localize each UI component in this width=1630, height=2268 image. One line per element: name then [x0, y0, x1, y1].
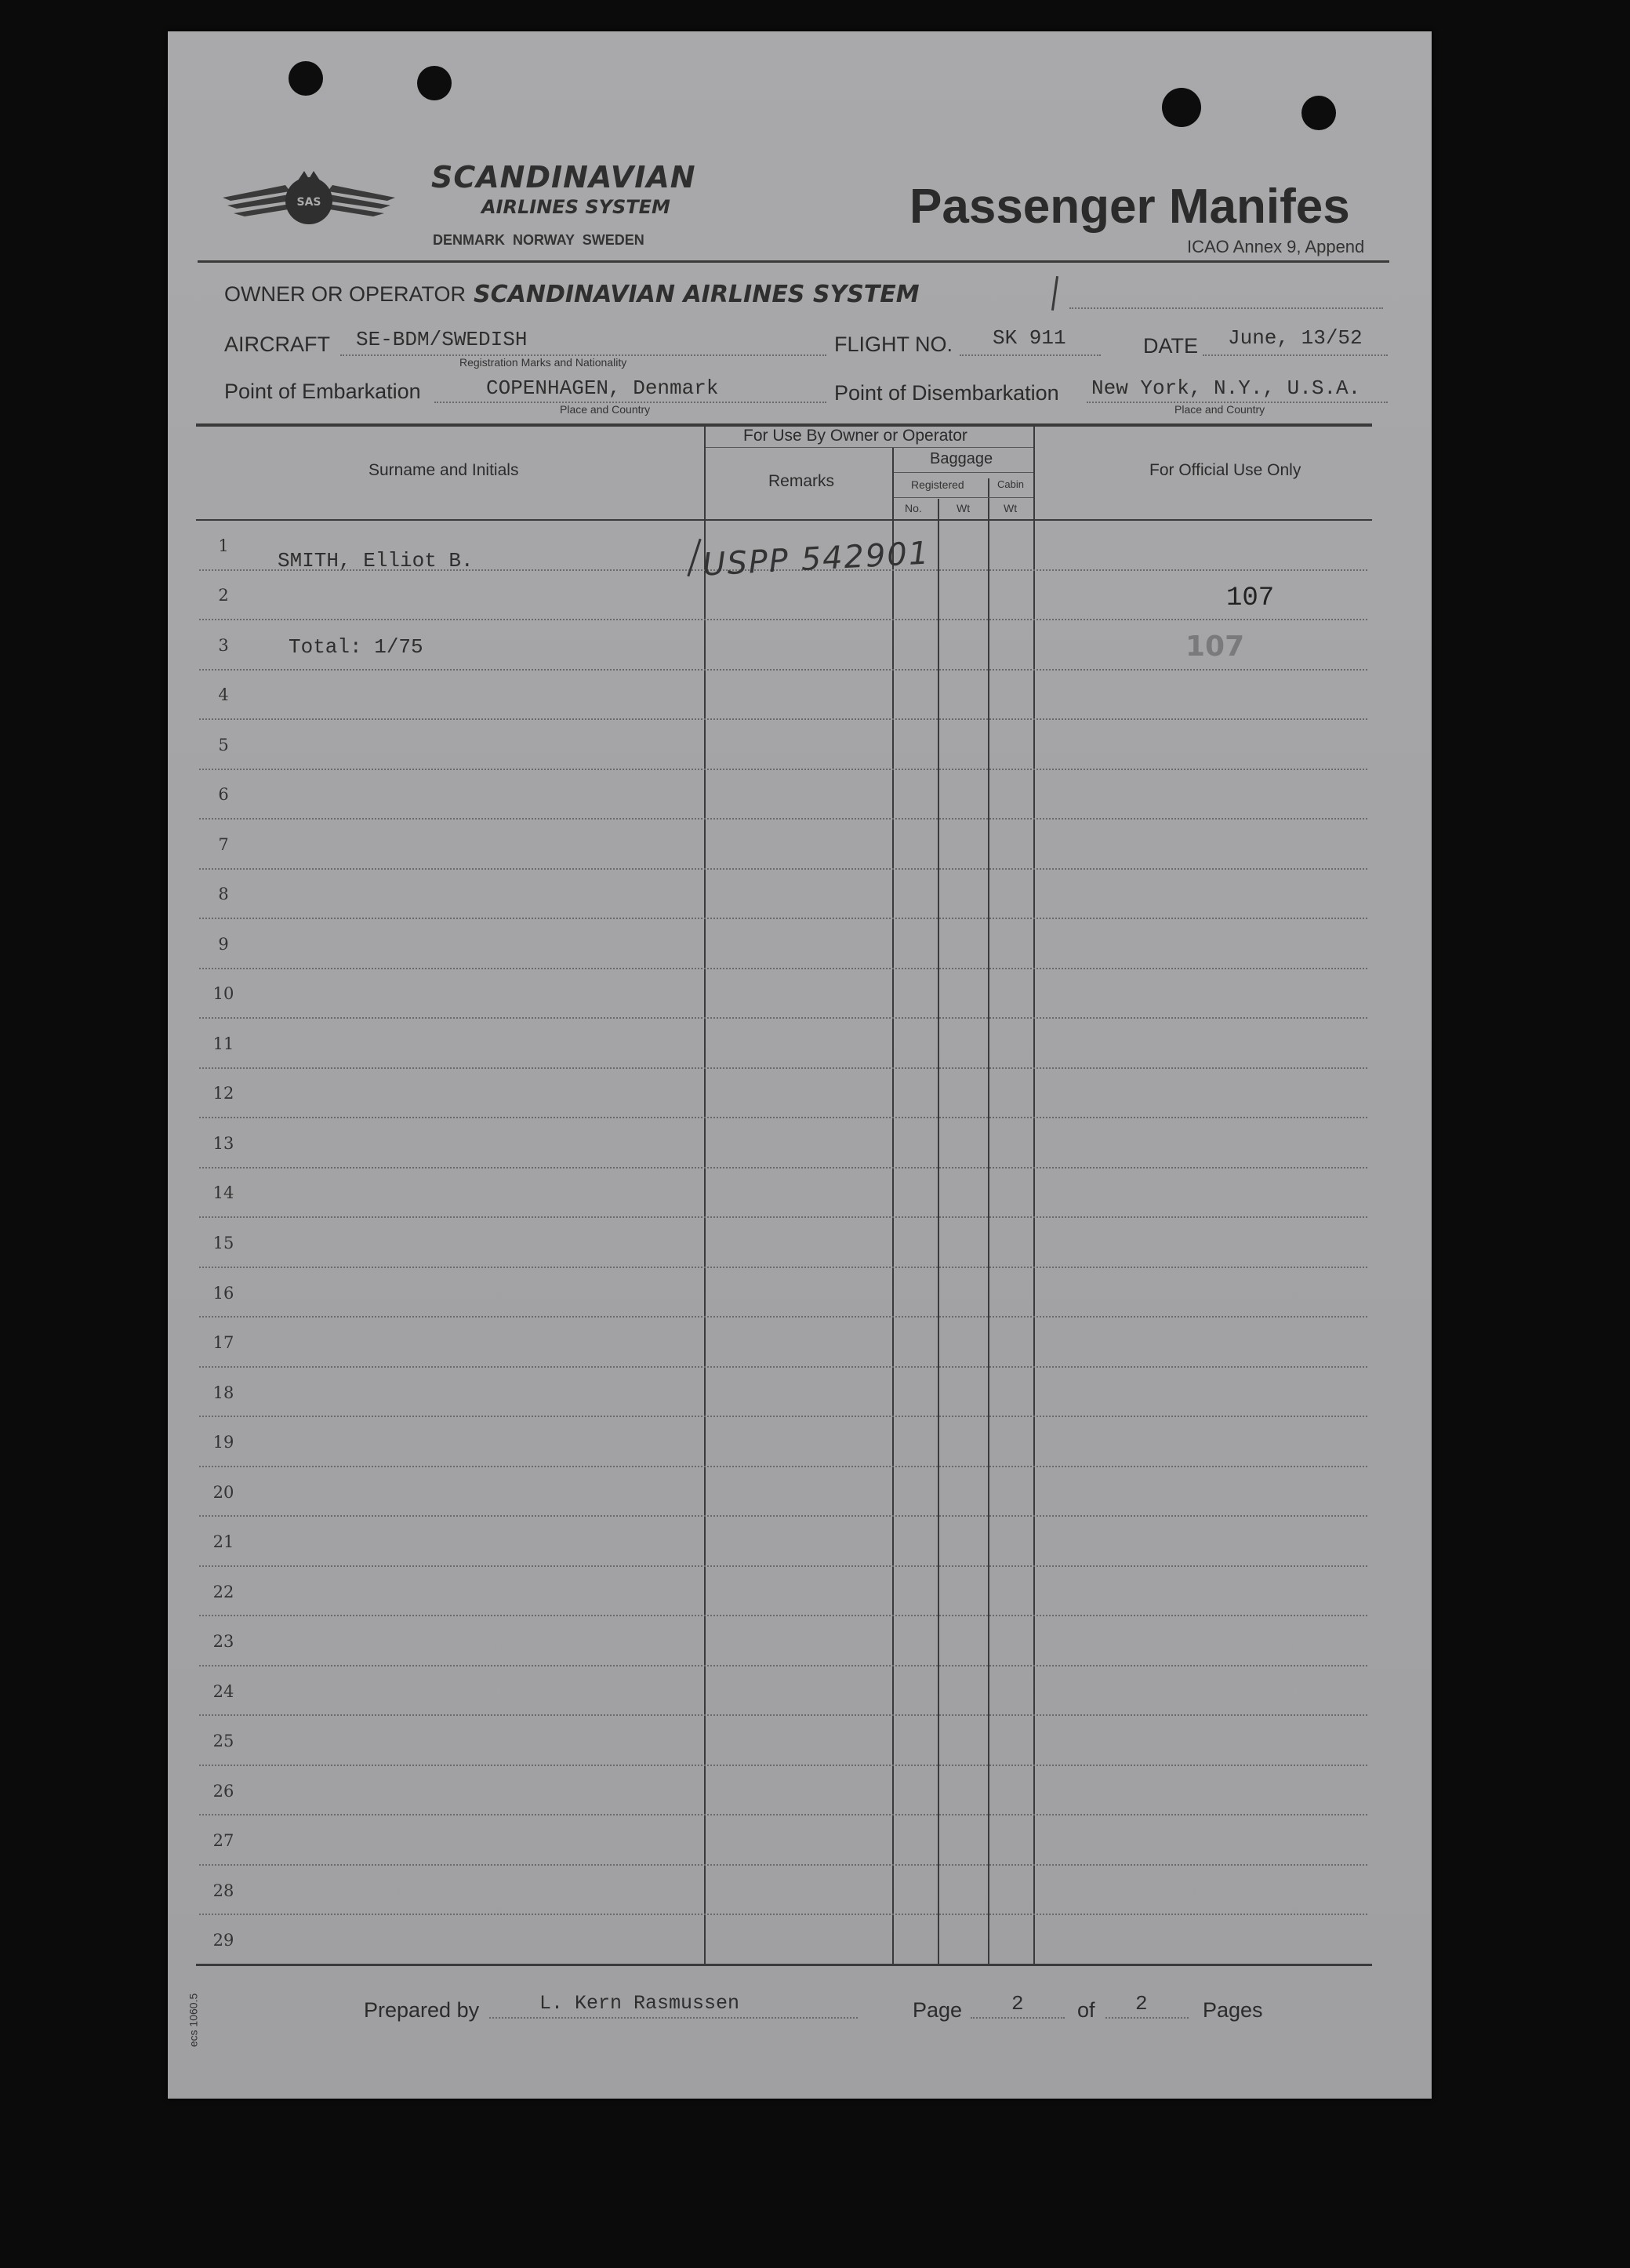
row-number: 24 [212, 1681, 234, 1701]
punch-hole [1301, 96, 1336, 130]
flight-underline [960, 354, 1101, 356]
baggage-header: Baggage [930, 450, 993, 467]
aircraft-caption: Registration Marks and Nationality [459, 356, 627, 369]
row-number: 29 [212, 1931, 234, 1950]
prepared-underline [489, 2017, 858, 2019]
header-divider [198, 260, 1389, 263]
airline-wings-logo-icon [223, 157, 395, 235]
owner-label: OWNER OR OPERATOR [224, 282, 466, 306]
official-stamp: 107 [1185, 631, 1245, 663]
row-divider [199, 1067, 1367, 1069]
date-underline [1203, 354, 1388, 356]
row-divider [199, 1864, 1367, 1866]
punch-hole [417, 66, 452, 100]
surname-header: Surname and Initials [368, 461, 519, 479]
flight-value: SK 911 [993, 326, 1066, 350]
embarkation-value: COPENHAGEN, Denmark [486, 376, 719, 400]
row-number: 21 [212, 1532, 234, 1552]
row-number: 3 [218, 635, 229, 655]
row-divider [199, 1765, 1367, 1766]
prepared-value: L. Kern Rasmussen [539, 1992, 740, 2015]
manifest-sheet [168, 31, 1432, 2099]
row-divider [199, 1515, 1367, 1517]
row-number: 15 [212, 1234, 234, 1252]
registered-header: Registered [911, 478, 964, 491]
row-number: 16 [212, 1283, 234, 1303]
row-divider [199, 1117, 1367, 1118]
row-number: 20 [212, 1482, 234, 1502]
col-divider-official [1033, 425, 1035, 1964]
row-number: 14 [212, 1183, 234, 1203]
table-bottom-rule [196, 1964, 1372, 1966]
owner-underline [1069, 307, 1383, 309]
row-divider [199, 1814, 1367, 1815]
row-divider [199, 1714, 1367, 1716]
of-value: 2 [1135, 1992, 1148, 2015]
row-number: 13 [212, 1133, 234, 1153]
airline-subname: AIRLINES SYSTEM [481, 196, 670, 218]
row-divider [199, 1167, 1367, 1169]
row-number: 12 [212, 1084, 234, 1103]
aircraft-label: AIRCRAFT [224, 333, 330, 356]
row-divider [199, 1316, 1367, 1318]
airline-countries: DENMARK NORWAY SWEDEN [433, 232, 644, 248]
row-divider [199, 1416, 1367, 1417]
row-divider [199, 1665, 1367, 1666]
row-number: 17 [212, 1333, 234, 1353]
page-value: 2 [1011, 1992, 1024, 2015]
airline-name: SCANDINAVIAN [431, 160, 696, 194]
col-divider-regwt [988, 478, 989, 1964]
of-label: of [1077, 1998, 1095, 2022]
page-subtitle: ICAO Annex 9, Append [1187, 237, 1365, 256]
owner-use-header: For Use By Owner or Operator [743, 427, 967, 445]
row-number: 7 [218, 834, 229, 854]
passenger-total: Total: 1/75 [289, 635, 423, 659]
punch-hole [289, 61, 323, 96]
page-underline [971, 2017, 1065, 2019]
row-divider [199, 769, 1367, 770]
row-divider [199, 1565, 1367, 1567]
owner-use-rule [706, 447, 1033, 448]
date-label: DATE [1143, 334, 1199, 358]
official-number: 107 [1226, 583, 1275, 613]
row-number: 28 [212, 1881, 234, 1900]
disembarkation-label: Point of Disembarkation [834, 381, 1059, 405]
flight-label: FLIGHT NO. [834, 333, 953, 356]
row-divider [199, 1017, 1367, 1019]
cabin-wt-header: Wt [1004, 502, 1018, 514]
remarks-header: Remarks [768, 472, 835, 490]
row-number: 10 [212, 984, 234, 1004]
col-divider-remarks [892, 447, 894, 1964]
row-number: 26 [212, 1781, 234, 1801]
disembarkation-caption: Place and Country [1174, 403, 1265, 416]
date-value: June, 13/52 [1228, 326, 1363, 350]
row-divider [199, 1914, 1367, 1915]
disembarkation-value: New York, N.Y., U.S.A. [1091, 376, 1361, 400]
row-number: 4 [218, 685, 229, 705]
reg-no-header: No. [905, 502, 922, 514]
punch-hole [1162, 88, 1201, 127]
page-title: Passenger Manifes [909, 180, 1350, 234]
row-divider [199, 918, 1367, 919]
row-number: 5 [218, 735, 229, 754]
row-divider [199, 718, 1367, 720]
reg-wt-header: Wt [957, 502, 971, 514]
cabin-header: Cabin [997, 478, 1024, 490]
row-divider [199, 1216, 1367, 1218]
row-divider [199, 968, 1367, 969]
passenger-name: SMITH, Elliot B. [278, 549, 474, 572]
owner-mark [1051, 276, 1058, 311]
row-number: 23 [212, 1632, 234, 1652]
row-number: 9 [218, 934, 229, 954]
of-underline [1105, 2017, 1189, 2019]
row-number: 1 [218, 536, 229, 555]
page-label: Page [913, 1998, 963, 2022]
row-divider [199, 868, 1367, 870]
row-divider [199, 1366, 1367, 1368]
form-code: ecs 1060.5 [187, 1993, 200, 2048]
row-number: 22 [212, 1582, 234, 1601]
row-divider [199, 1267, 1367, 1268]
row-number: 25 [212, 1732, 234, 1751]
embarkation-label: Point of Embarkation [224, 380, 421, 403]
row-number: 27 [212, 1831, 234, 1851]
registered-rule [894, 497, 1033, 498]
owner-value: SCANDINAVIAN AIRLINES SYSTEM [474, 281, 920, 308]
row-divider [199, 669, 1367, 671]
row-divider [199, 1466, 1367, 1467]
row-number: 8 [218, 885, 229, 904]
row-number: 2 [218, 586, 229, 605]
table-header-rule [196, 519, 1372, 521]
row-divider [199, 818, 1367, 820]
baggage-rule [894, 472, 1033, 473]
svg-text:SAS: SAS [296, 196, 321, 209]
row-number: 11 [212, 1034, 234, 1053]
pages-label: Pages [1203, 1998, 1263, 2022]
row-number: 19 [212, 1433, 234, 1452]
aircraft-value: SE-BDM/SWEDISH [356, 328, 528, 351]
official-header: For Official Use Only [1149, 461, 1301, 479]
row-number: 6 [218, 785, 229, 805]
passport-remarks: USPP 542901 [701, 535, 931, 583]
col-divider-surname [704, 425, 706, 1964]
row-divider [199, 1615, 1367, 1616]
row-number: 18 [212, 1383, 234, 1402]
prepared-label: Prepared by [364, 1998, 480, 2022]
remarks-tick [687, 539, 701, 576]
row-divider [199, 619, 1367, 620]
embarkation-caption: Place and Country [560, 403, 651, 416]
